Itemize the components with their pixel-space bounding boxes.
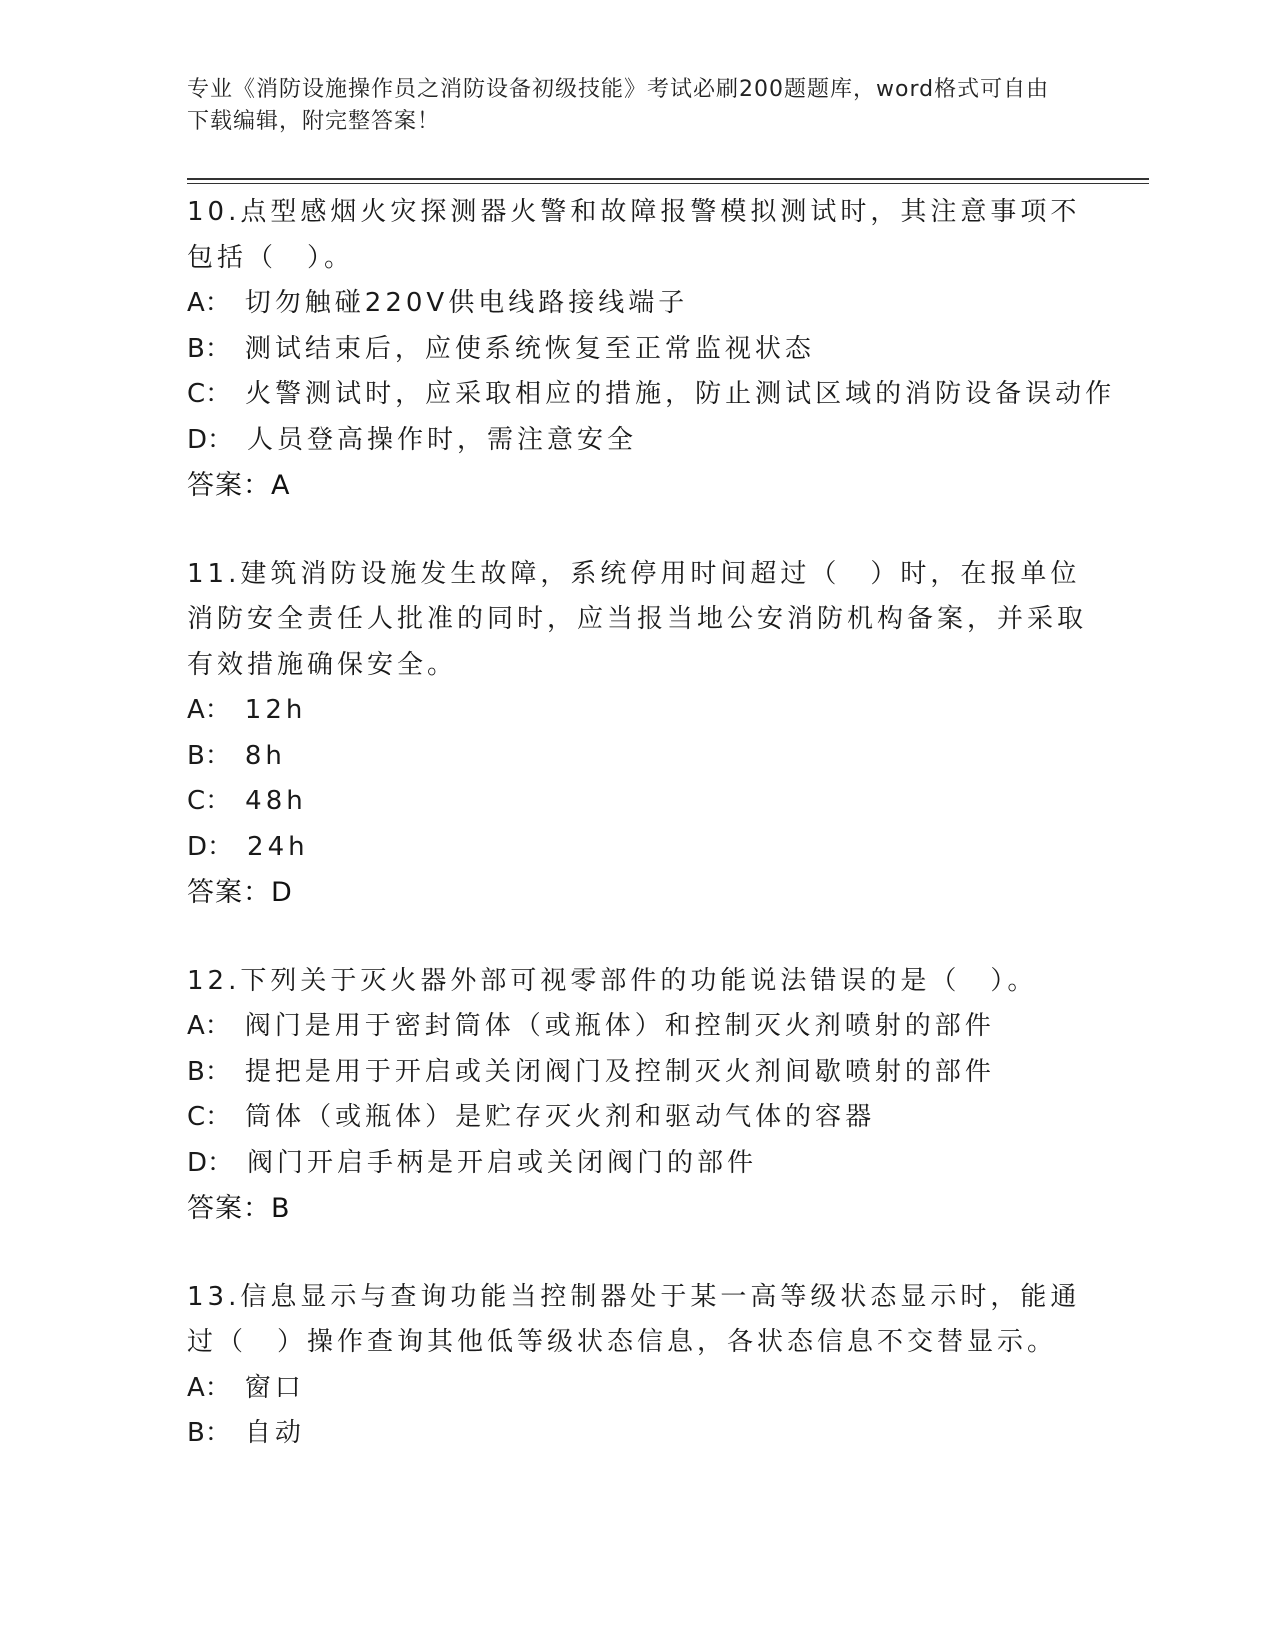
option-key: D： — [187, 1147, 234, 1178]
option-key: C： — [187, 786, 232, 816]
question-spacer — [187, 916, 1087, 959]
option-text: 阀门是用于密封筒体（或瓶体）和控制灭火剂喷射的部件 — [244, 1011, 995, 1041]
answer-line: 答案：D — [187, 877, 293, 908]
question-10 — [187, 190, 1116, 509]
option-key: C： — [187, 1102, 232, 1132]
header-divider — [187, 178, 1149, 180]
option-text: 火警测试时，应采取相应的措施，防止测试区域的消防设备误动作 — [245, 379, 1116, 409]
option-a — [187, 688, 1087, 734]
option-text: 人员登高操作时，需注意安全 — [247, 424, 638, 455]
question-stem: 11.建筑消防设施发生故障，系统停用时间超过（ ）时，在报单位消防安全责任人批准的同时，应当报当地公安消防机构备案，并采取有效措施确保安全。 — [187, 558, 1088, 680]
option-c — [187, 1095, 1087, 1141]
option-b — [187, 327, 1087, 373]
question-stem: 13.信息显示与查询功能当控制器处于某一高等级状态显示时，能通过（ ）操作查询其他低等级状态信息，各状态信息不交替显示。 — [187, 1281, 1081, 1357]
option-text: 测试结束后，应使系统恢复至正常监视状态 — [244, 333, 815, 364]
option-key: D： — [187, 831, 234, 862]
option-text: 切勿触碰220V供电线路接线端子 — [244, 288, 689, 318]
option-key: C： — [187, 379, 232, 409]
answer-line: 答案：B — [187, 1193, 291, 1224]
option-d — [187, 1141, 1087, 1187]
option-key: A： — [187, 1372, 231, 1403]
option-key: A： — [187, 1011, 231, 1041]
option-key: A： — [187, 288, 231, 318]
option-key: B： — [187, 333, 231, 364]
question-stem: 10.点型感烟火灾探测器火警和故障报警模拟测试时，其注意事项不包括（ ）。 — [187, 197, 1081, 273]
answer-line: 答案：A — [187, 470, 291, 501]
question-stem: 12.下列关于灭火器外部可视零部件的功能说法错误的是（ ）。 — [187, 965, 1038, 996]
option-text: 窗口 — [244, 1372, 305, 1403]
option-text: 提把是用于开启或关闭阀门及控制灭火剂间歇喷射的部件 — [244, 1056, 995, 1087]
question-13 — [187, 1275, 1087, 1457]
option-key: B： — [187, 1056, 231, 1087]
option-key: B： — [187, 740, 231, 771]
question-12 — [187, 959, 1087, 1232]
option-a — [187, 281, 1087, 327]
option-b — [187, 1050, 1087, 1096]
option-text: 12h — [244, 695, 307, 725]
option-text: 8h — [244, 740, 286, 771]
header-divider-thin — [187, 183, 1149, 184]
option-text: 筒体（或瓶体）是贮存灭火剂和驱动气体的容器 — [245, 1102, 876, 1132]
option-a — [187, 1004, 1087, 1050]
option-d — [187, 418, 1087, 464]
question-spacer — [187, 509, 1087, 552]
option-c — [187, 372, 1116, 418]
option-text: 24h — [247, 831, 309, 862]
option-text: 自动 — [244, 1418, 305, 1448]
option-text: 阀门开启手柄是开启或关闭阀门的部件 — [247, 1147, 758, 1178]
option-key: B： — [187, 1418, 231, 1448]
option-c — [187, 779, 1087, 825]
question-spacer — [187, 1232, 1087, 1275]
option-b — [187, 734, 1087, 780]
option-text: 48h — [245, 786, 307, 816]
question-11 — [187, 552, 1087, 916]
question-list — [187, 190, 1116, 1457]
option-key: A： — [187, 695, 231, 725]
option-d — [187, 825, 1087, 871]
option-a — [187, 1366, 1087, 1412]
option-b — [187, 1411, 1087, 1457]
option-key: D： — [187, 424, 234, 455]
page-header: 专业《消防设施操作员之消防设备初级技能》考试必刷200题题库，word格式可自由下载编辑，附完整答案！ — [187, 77, 1050, 134]
